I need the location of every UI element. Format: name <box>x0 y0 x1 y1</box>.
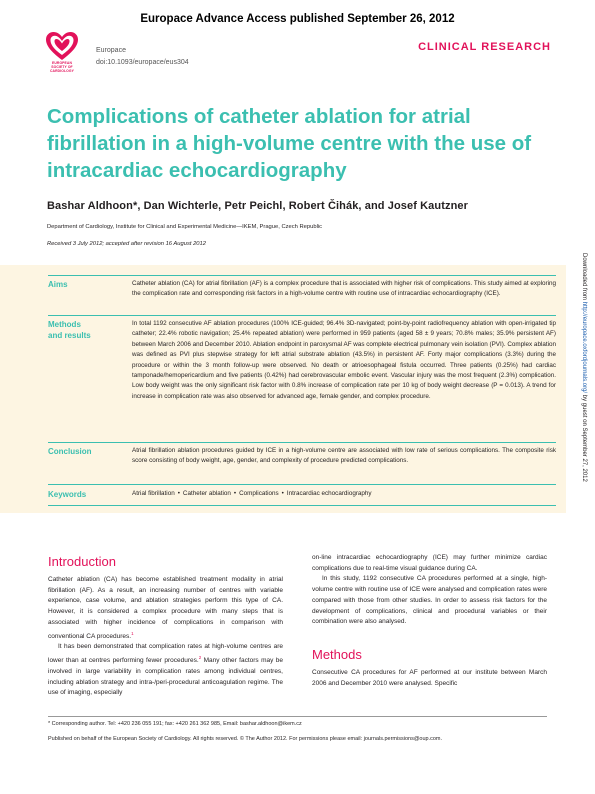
advance-access-line: Europace Advance Access published September 26, 2012 <box>140 13 455 25</box>
keyword: Complications <box>239 490 279 497</box>
footnote-rule <box>48 716 547 717</box>
keyword-separator: • <box>177 490 180 497</box>
citation-link[interactable]: 2 <box>198 655 202 661</box>
methods-label: Methods and results <box>48 320 91 340</box>
received-dates: Received 3 July 2012; accepted after revision 16 August 2012 <box>47 241 206 247</box>
keywords-label: Keywords <box>48 490 87 499</box>
introduction-heading: Introduction <box>48 554 116 569</box>
conclusion-text: Atrial fibrillation ablation procedures guided by ICE in a high-volume centre are associated with low rate of serious complications. The composite risk score consisting of body weight, age, gender, and complexity of procedure predicted complications. <box>132 447 556 465</box>
keyword-separator: • <box>281 490 284 497</box>
keyword: Atrial fibrillation <box>132 490 175 497</box>
logo-text: EUROPEAN SOCIETY OF CARDIOLOGY <box>50 61 74 73</box>
affiliation: Department of Cardiology, Institute for Clinical and Experimental Medicine—IKEM, Prague, Czech Republic <box>47 224 323 230</box>
esc-logo <box>44 30 80 76</box>
keyword: Catheter ablation <box>182 490 231 497</box>
intro-paragraph-2: It has been demonstrated that complication rates at high-volume centres are lower than at centres performing fewer procedures.$^2$ Many other factors may be involved in large variability in complication rates among individual centres, including ablation strategy and intra-/peri-procedural anticoagulation regime. The use of imaging, especially <box>48 643 283 697</box>
journal-info <box>96 45 189 69</box>
methods-heading: Methods <box>312 646 362 662</box>
doi[interactable]: doi:10.1093/europace/eus304 <box>96 59 189 66</box>
methods-text: In total 1192 consecutive AF ablation procedures (100% ICE-guided; 96.4% 3D-navigated; point-by-point radiofrequency ablation with open-irrigated tip catheter; 22.4% robotic navigation; 25.4% repeated ablation) were performed in 959 patients (aged 58 ± 9 years; 70.8% males; 35.9% persistent AF) between March 2006 and December 2010. Ablation endpoint in paroxysmal AF was complete electrical pulmonary vein isolation (PVI). Complex ablation was defined as PVI plus stepwise strategy for left atrial substrate ablation (43.5%) in persistent AF. Forty major complications (3.3%) during the procedure or within the 3 month follow-up were observed. No death or atrioesophageal fistula occurred. Three patients (0.25%) had cardiac tamponade/hemopericardium and five patients (0.42%) had cerebrovascular embolic event. Vascular injury was the most frequent (2.3%) complication. Low body weight was the only significant risk factor with 0.8% increase of complication rate per 10 kg of body weight decrease (P = 0.013). A trend for increase in complication rate was also observed for advanced age, female gender, and complex procedure. <box>132 320 556 400</box>
body-column-right <box>312 553 547 689</box>
aims-text: Catheter ablation (CA) for atrial fibrillation (AF) is a complex procedure that is associated with higher risk of complications. This study aimed at exploring the complication rate and corresponding risk factors in a high-volume centre with routine use of intracardiac echocardiography (ICE). <box>132 280 556 298</box>
body-column-left <box>48 553 283 699</box>
download-watermark: Downloaded from http://europace.oxfordjournals.org/ by guest on September 27, 2012 <box>581 253 587 482</box>
keyword: Intracardiac echocardiography <box>286 490 372 497</box>
divider <box>48 442 556 443</box>
intro-paragraph-1: Catheter ablation (CA) has become established treatment modality in atrial fibrillation (AF). As a result, an increasing number of centres with variable experience, case volume, and ablation strategies perform this type of CA. However, it is considered a complex procedure with many steps that is associated with higher incidence of complications in comparison with conventional CA procedures.$^1$ <box>48 576 283 640</box>
keyword-separator: • <box>233 490 237 497</box>
keywords-list <box>132 489 556 499</box>
aims-label: Aims <box>48 280 68 289</box>
conclusion-label: Conclusion <box>48 447 92 456</box>
journal-name: Europace <box>96 47 126 54</box>
divider <box>48 275 556 276</box>
divider <box>48 505 556 506</box>
download-link[interactable]: http://europace.oxfordjournals.org/ <box>581 301 587 394</box>
intro-paragraph-4: In this study, 1192 consecutive CA procedures performed at a single, high-volume centre with routine use of ICE were analysed and complication rates were compared with those from other studies. In order to assess risk factors for the development of complications, clinical and procedural variables or their combination were also analysed. <box>312 575 547 626</box>
citation-link[interactable]: 1 <box>131 630 134 636</box>
abstract-box <box>0 265 566 513</box>
corresponding-author-note: * Corresponding author. Tel: +420 236 055 191; fax: +420 261 362 985, Email: bashar.aldhoon@ikem.cz <box>48 721 302 727</box>
methods-paragraph-1: Consecutive CA procedures for AF performed at our institute between March 2006 and December 2010 were analysed. Specific <box>312 668 547 687</box>
intro-paragraph-3: on-line intracardiac echocardiography (ICE) may further minimize cardiac complications due to real-time visual guidance during CA. <box>312 554 547 572</box>
heart-logo-icon <box>44 30 80 62</box>
article-title: Complications of catheter ablation for atrial fibrillation in a high-volume centre with the use of intracardiac echocardiography <box>47 105 532 182</box>
publisher-note: Published on behalf of the European Society of Cardiology. All rights reserved. © The Author 2012. For permissions please email: journals.permissions@oup.com. <box>48 736 443 742</box>
divider <box>48 315 556 316</box>
author-list: Bashar Aldhoon*, Dan Wichterle, Petr Peichl, Robert Čihák, and Josef Kautzner <box>47 200 468 212</box>
section-label: CLINICAL RESEARCH <box>418 41 551 53</box>
divider <box>48 484 556 485</box>
